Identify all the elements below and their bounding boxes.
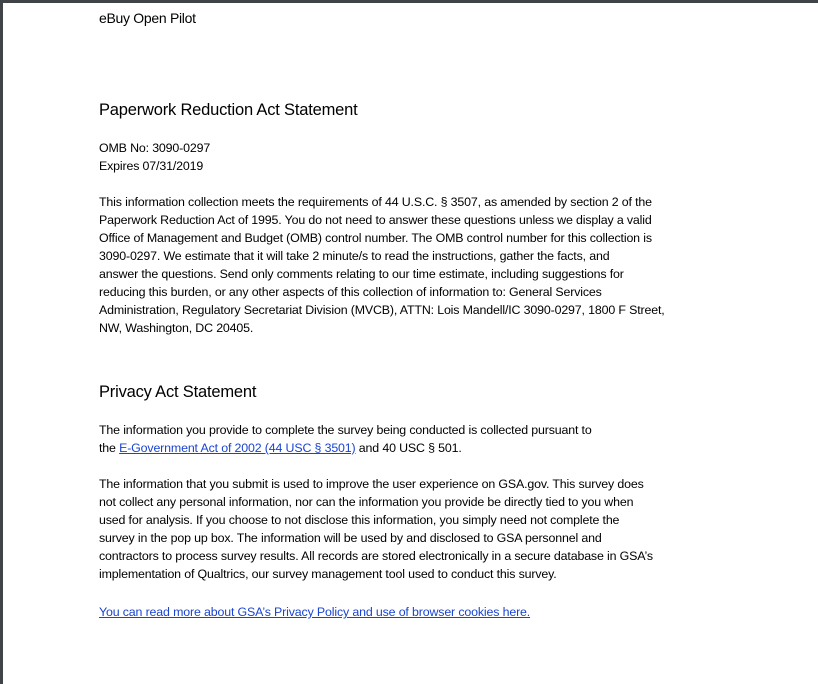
pra-heading: Paperwork Reduction Act Statement xyxy=(99,101,358,119)
privacy-paragraph-1 xyxy=(99,421,592,457)
text-line: answer the questions. Send only comments relating to our time estimate, including suggestions for xyxy=(99,267,624,281)
document-page xyxy=(3,3,818,684)
privacy-paragraph-2 xyxy=(99,475,653,583)
omb-expires: Expires 07/31/2019 xyxy=(99,159,204,173)
privacy-policy-link[interactable]: You can read more about GSA’s Privacy Policy and use of browser cookies here. xyxy=(99,605,531,619)
text-line: not collect any personal information, nor can the information you provide be directly tied to you when xyxy=(99,495,634,509)
text-line xyxy=(99,439,592,457)
privacy-heading: Privacy Act Statement xyxy=(99,383,257,401)
text-fragment: and 40 USC § 501. xyxy=(355,441,462,455)
pra-paragraph xyxy=(99,193,665,337)
text-line: The information you provide to complete the survey being conducted is collected pursuant to xyxy=(99,423,592,437)
text-line: This information collection meets the requirements of 44 U.S.C. § 3507, as amended by section 2 of the xyxy=(99,195,652,209)
omb-number: OMB No: 3090-0297 xyxy=(99,141,211,155)
text-line: 3090-0297. We estimate that it will take 2 minute/s to read the instructions, gather the facts, and xyxy=(99,249,610,263)
text-fragment: the xyxy=(99,441,120,455)
text-line: contractors to process survey results. All records are stored electronically in a secure database in GSA’s xyxy=(99,549,653,563)
egov-act-link[interactable]: E-Government Act of 2002 (44 USC § 3501) xyxy=(119,441,356,455)
text-line: The information that you submit is used to improve the user experience on GSA.gov. This survey does xyxy=(99,477,644,491)
text-line: reducing this burden, or any other aspects of this collection of information to: General Services xyxy=(99,285,602,299)
text-line: implementation of Qualtrics, our survey management tool used to conduct this survey. xyxy=(99,567,557,581)
text-line: NW, Washington, DC 20405. xyxy=(99,321,254,335)
text-line: survey in the pop up box. The information will be used by and disclosed to GSA personnel and xyxy=(99,531,602,545)
text-line: Office of Management and Budget (OMB) control number. The OMB control number for this collection is xyxy=(99,231,652,245)
privacy-policy-block xyxy=(99,603,530,621)
page-header: eBuy Open Pilot xyxy=(99,10,196,26)
text-line: used for analysis. If you choose to not disclose this information, you simply need not complete the xyxy=(99,513,620,527)
text-line: Paperwork Reduction Act of 1995. You do not need to answer these questions unless we display a valid xyxy=(99,213,652,227)
omb-info xyxy=(99,139,210,175)
text-line: Administration, Regulatory Secretariat Division (MVCB), ATTN: Lois Mandell/IC 3090-0297, 1800 F Street, xyxy=(99,303,665,317)
